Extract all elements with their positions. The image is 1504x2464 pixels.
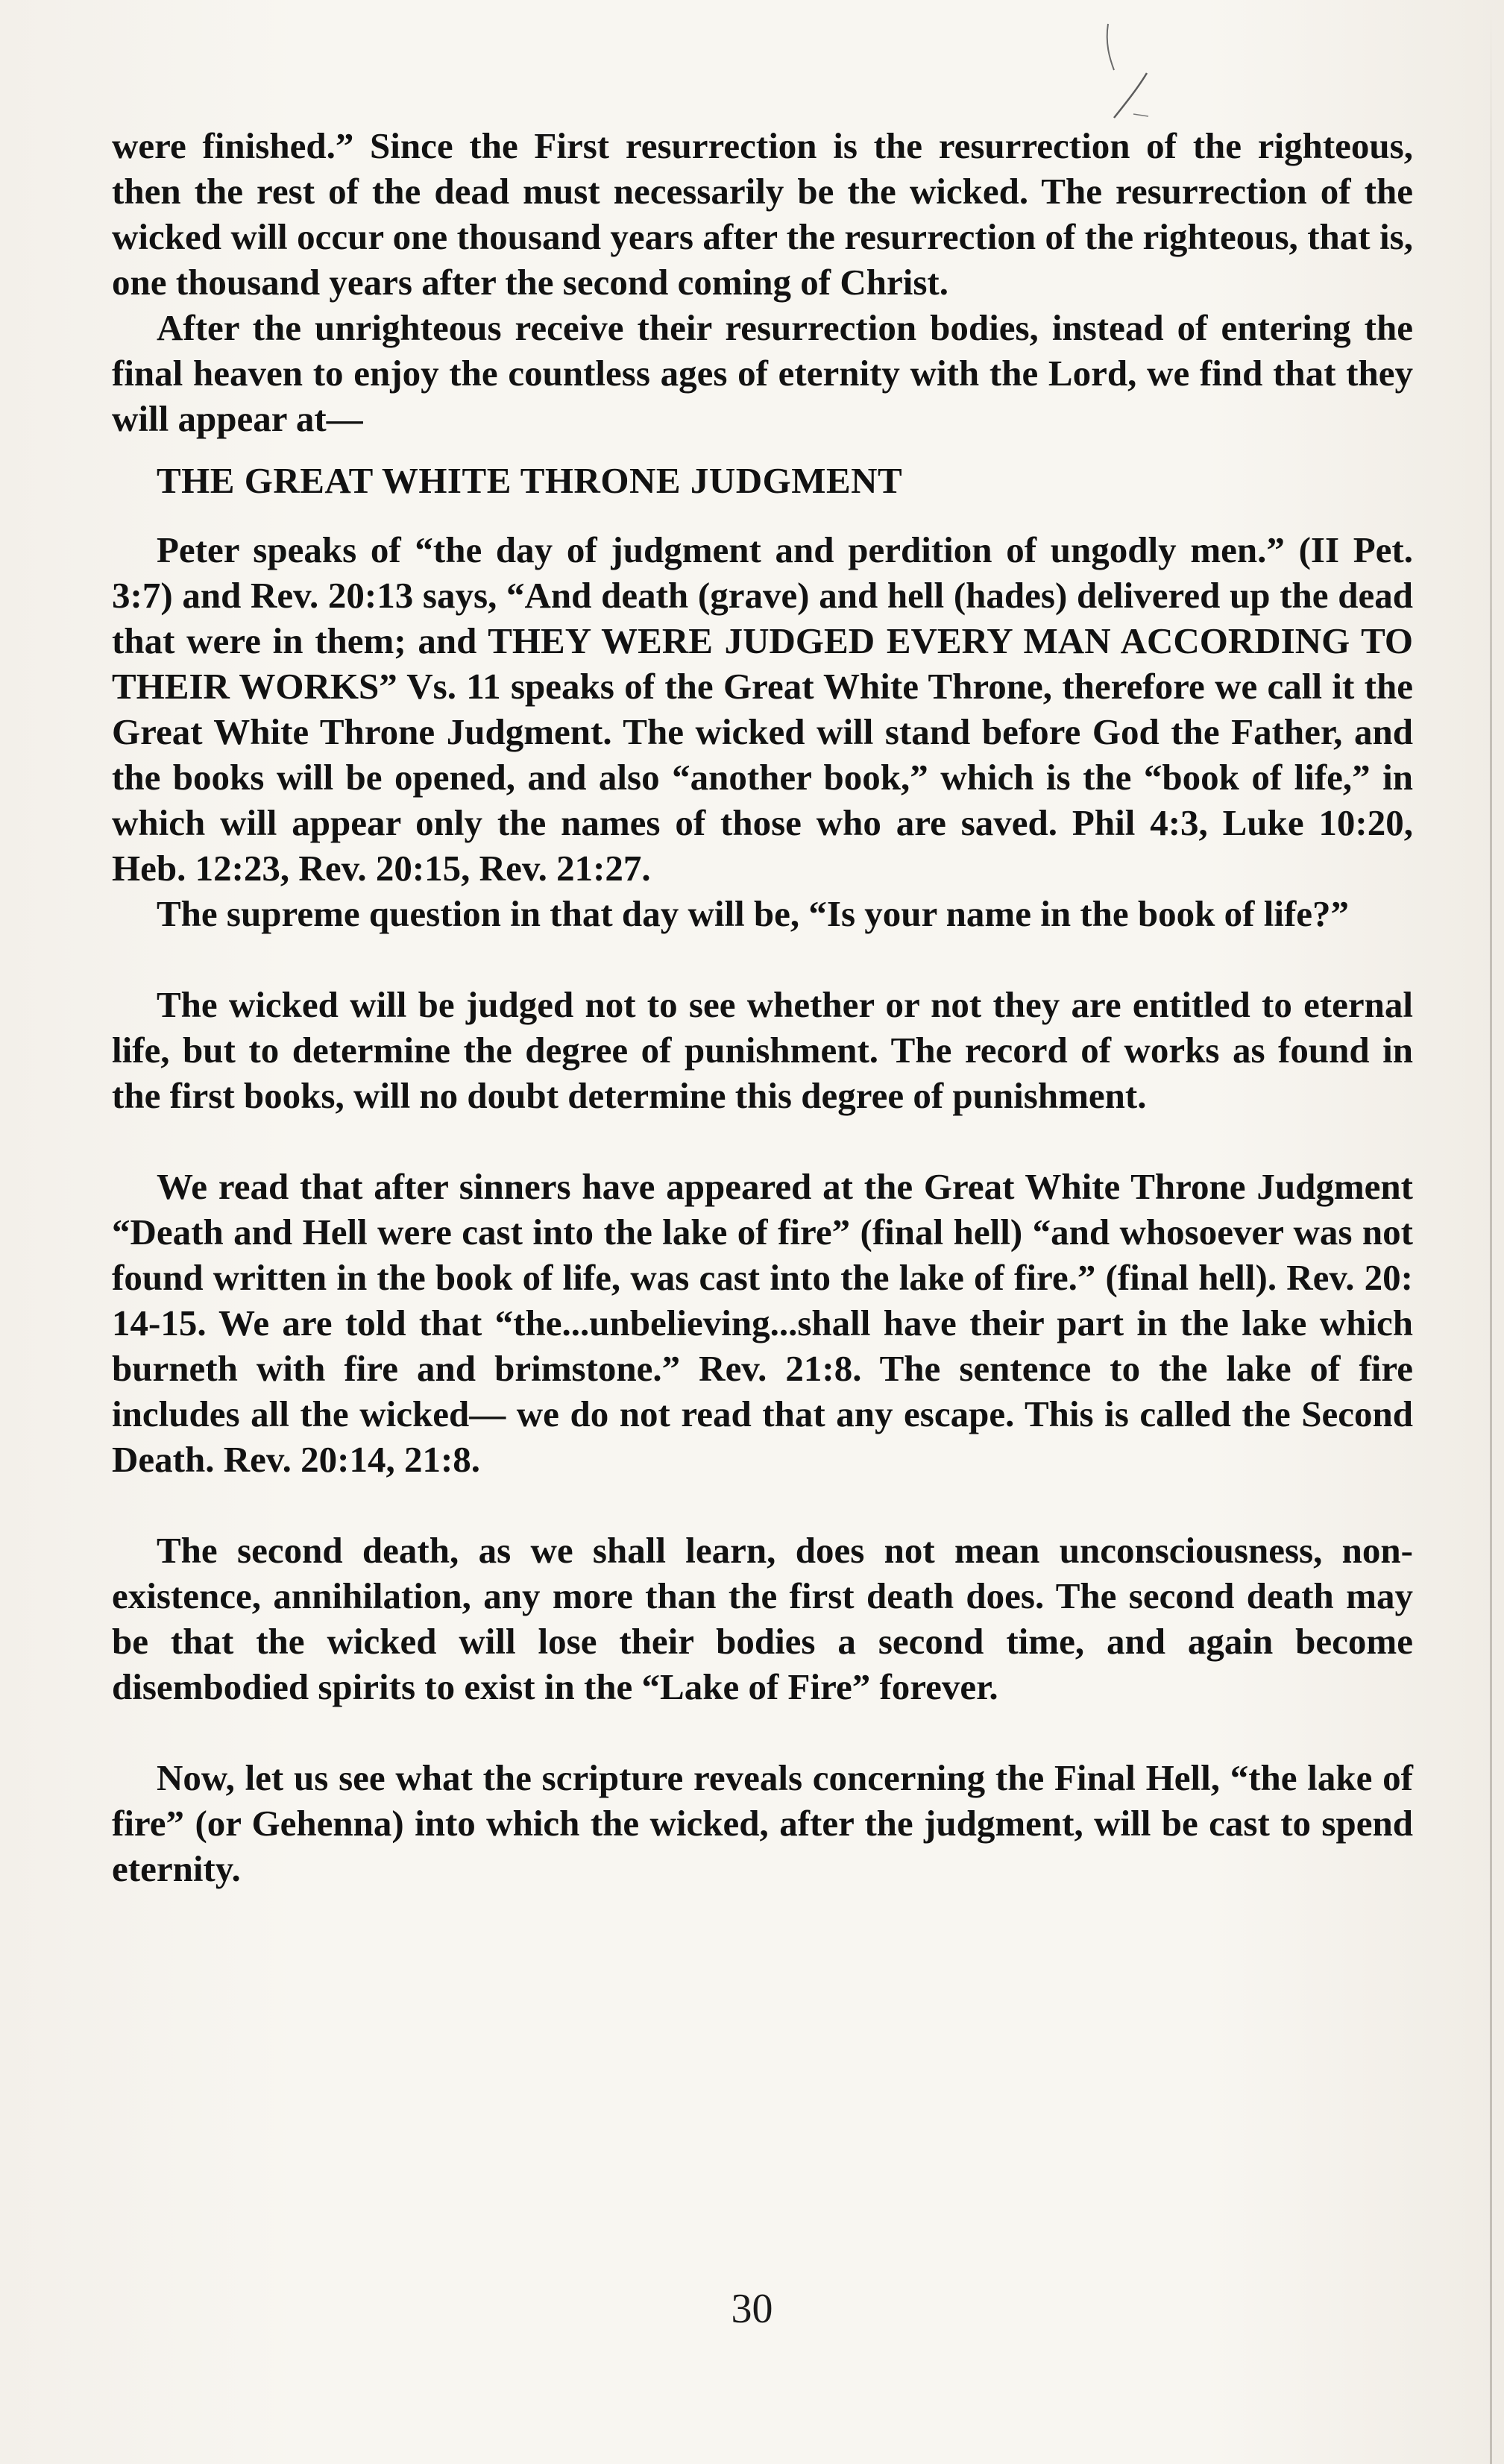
paragraph-6: We read that after sinners have appeared at the Great White Throne Judgment “Death and Hell were cast into the lake of fire” (final hell) “and whosoever was not found written in the book of life, was cast into the lake of fire.” (final hell). Rev. 20: 14-15. We are told that “the...unbelieving...shall have their part in the lake which burneth with fire and brimstone.” Rev. 21:8. The sentence to the lake of fire includes all the wicked— we do not read that any escape. This is called the Second Death. Rev. 20:14, 21:8.: [112, 1166, 1413, 1480]
paragraph-2: After the unrighteous receive their resurrection bodies, instead of entering the final heaven to enjoy the countless ages of eternity with the Lord, we find that they will appear at—: [112, 307, 1413, 439]
section-heading: THE GREAT WHITE THRONE JUDGMENT: [157, 460, 903, 501]
paragraph-5: The wicked will be judged not to see whether or not they are entitled to eternal life, but to determine the degree of punishment. The record of works as found in the first books, will no doubt determine this degree of punishment.: [112, 984, 1413, 1116]
pencil-tick-icon: [1104, 21, 1156, 125]
page-number: 30: [731, 2286, 773, 2332]
paragraph-7: The second death, as we shall learn, does not mean unconsciousness, non-existence, annihilation, any more than the first death does. The second death may be that the wicked will lose their bodies a second time, and again become disembodied spirits to exist in the “Lake of Fire” forever.: [112, 1530, 1413, 1707]
paragraph-8: Now, let us see what the scripture reveals concerning the Final Hell, “the lake of fire” (or Gehenna) into which the wicked, after the judgment, will be cast to spend eternity.: [112, 1757, 1413, 1889]
paragraph-1: were finished.” Since the First resurrection is the resurrection of the righteous, then the rest of the dead must necessarily be the wicked. The resurrection of the wicked will occur one thousand years after the resurrection of the righteous, that is, one thousand years after the second coming of Christ.: [112, 125, 1413, 303]
body-text: [112, 123, 1413, 1891]
page-edge-shadow: [1490, 0, 1492, 2464]
paragraph-4: The supreme question in that day will be, “Is your name in the book of life?”: [157, 893, 1350, 934]
paragraph-3: Peter speaks of “the day of judgment and perdition of ungodly men.” (II Pet. 3:7) and Rev. 20:13 says, “And death (grave) and hell (hades) delivered up the dead that were in them; and THEY WERE JUDGED EVERY MAN ACCORDING TO THEIR WORKS” Vs. 11 speaks of the Great White Throne, therefore we call it the Great White Throne Judgment. The wicked will stand before God the Father, and the books will be opened, and also “another book,” which is the “book of life,” in which will appear only the names of those who are saved. Phil 4:3, Luke 10:20, Heb. 12:23, Rev. 20:15, Rev. 21:27.: [112, 529, 1413, 889]
